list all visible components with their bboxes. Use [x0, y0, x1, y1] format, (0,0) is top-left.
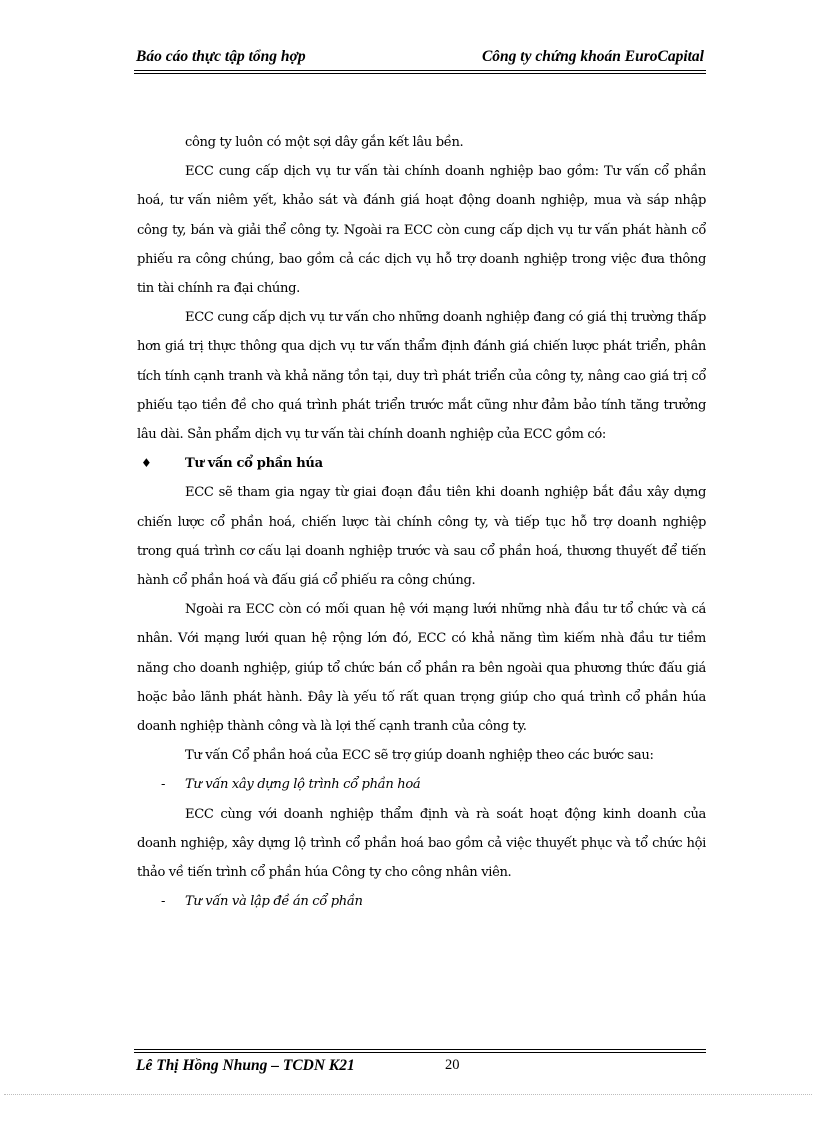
paragraph-roadmap: ECC cùng với doanh nghiệp thẩm định và rà soát hoạt động kinh doanh của doanh nghiệp, xây dựng lộ trình cổ phần hoá bao gồm cả việc thuyết phục và tổ chức hội thảo về tiến trình cổ phần húa Công ty cho công nhân viên. — [137, 806, 706, 881]
paragraph-investor-network: Ngoài ra ECC còn có mối quan hệ với mạng lưới những nhà đầu tư tổ chức và cá nhân. Với mạng lưới quan hệ rộng lớn đó, ECC có khả năng tìm kiếm nhà đầu tư tiềm năng cho doanh nghiệp, giúp tổ chức bán cổ phần ra bên ngoài qua phương thức đấu giá hoặc bảo lãnh phát hành. Đây là yếu tố rất quan trọng giúp cho quá trình cổ phần húa doanh nghiệp thành công và là lợi thế cạnh tranh của công ty. — [137, 602, 706, 735]
paragraph-steps-intro: Tư vấn Cổ phần hoá của ECC sẽ trợ giúp doanh nghiệp theo các bước sau: — [185, 748, 654, 764]
list-item-proposal-text: Tư vấn và lập đề án cổ phần — [185, 894, 363, 910]
list-item-roadmap-text: Tư vấn xây dựng lộ trình cổ phần hoá — [185, 777, 421, 793]
paragraph-equitization-stage: ECC sẽ tham gia ngay từ giai đoạn đầu tiên khi doanh nghiệp bắt đầu xây dựng chiến lược cổ phần hoá, chiến lược tài chính công ty, và tiếp tục hỗ trợ doanh nghiệp trong quá trình cơ cấu lại doanh nghiệp trước và sau cổ phần hoá, thương thuyết để tiến hành cổ phần hoá và đấu giá cổ phiếu ra công chúng. — [137, 485, 706, 589]
header-company-name: Công ty chứng khoán EuroCapital — [481, 48, 704, 65]
page-number: 20 — [445, 1057, 460, 1073]
diamond-bullet-icon: ♦ — [141, 456, 152, 471]
page-header — [134, 46, 706, 70]
page-bottom-edge — [4, 1094, 812, 1095]
dash-bullet-icon: - — [161, 777, 166, 793]
page-body — [137, 128, 706, 916]
paragraph-continuation: công ty luôn có một sợi dây gắn kết lâu bền. — [185, 135, 464, 150]
header-divider — [134, 70, 706, 74]
section-heading-equitization — [137, 449, 706, 478]
paragraph-consulting: ECC cung cấp dịch vụ tư vấn cho những doanh nghiệp đang có giá thị trường thấp hơn giá trị thực thông qua dịch vụ tư vấn thẩm định đánh giá chiến lược phát triển, phân tích tính cạnh tranh và khả năng tồn tại, duy trì phát triển của công ty, nâng cao giá trị cổ phiếu tạo tiền đề cho quá trình phát triển trước mắt cũng như đảm bảo tính tăng trưởng lâu dài. Sản phẩm dịch vụ tư vấn tài chính doanh nghiệp của ECC gồm có: — [137, 310, 706, 443]
list-item-roadmap — [137, 770, 706, 799]
dash-bullet-icon: - — [161, 894, 166, 910]
section-heading-text: Tư vấn cổ phần húa — [185, 456, 323, 472]
footer-author: Lê Thị Hồng Nhung – TCDN K21 — [136, 1057, 355, 1074]
page-footer — [134, 1057, 706, 1079]
header-report-title: Báo cáo thực tập tổng hợp — [136, 48, 306, 65]
footer-divider — [134, 1049, 706, 1053]
paragraph-services: ECC cung cấp dịch vụ tư vấn tài chính doanh nghiệp bao gồm: Tư vấn cổ phần hoá, tư vấn niêm yết, khảo sát và đánh giá hoạt động doanh nghiệp, mua và sáp nhập công ty, bán và giải thể công ty. Ngoài ra ECC còn cung cấp dịch vụ tư vấn phát hành cổ phiếu ra công chúng, bao gồm cả các dịch vụ hỗ trợ doanh nghiệp trong việc đưa thông tin tài chính ra đại chúng. — [137, 164, 706, 297]
list-item-proposal — [137, 887, 706, 916]
